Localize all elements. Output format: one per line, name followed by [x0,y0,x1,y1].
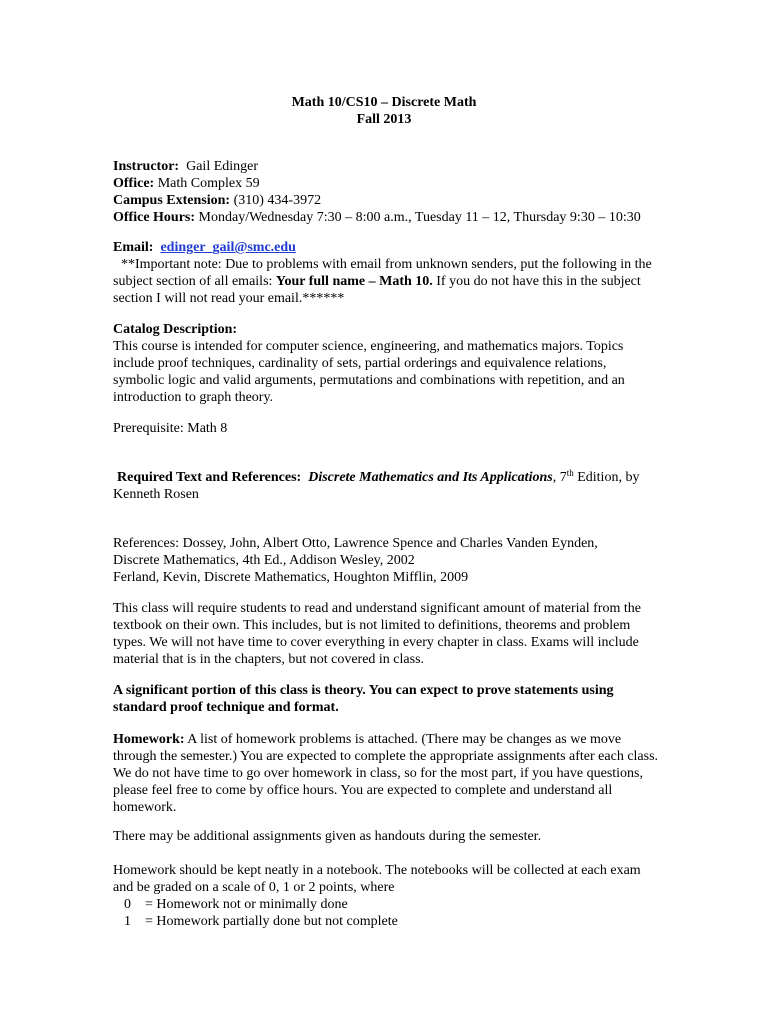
office-hours-line: Office Hours: Monday/Wednesday 7:30 – 8:00 a.m., Tuesday 11 – 12, Thursday 9:30 – 10:30 [113,210,641,225]
email-note-line-3: section I will not read your email.****** [113,291,345,306]
catalog-section [113,321,663,406]
grading-scale [124,896,674,930]
email-section [113,239,663,307]
email-line: Email: edinger_gail@smc.edu [113,240,296,255]
email-note-line-1: **Important note: Due to problems with email from unknown senders, put the following in the [121,257,652,272]
prerequisite: Prerequisite: Math 8 [113,421,228,436]
course-title: Math 10/CS10 – Discrete Math [291,95,477,110]
email-note-line-2: subject section of all emails: Your full name – Math 10. If you do not have this in the subject [113,274,641,289]
office-line: Office: Math Complex 59 [113,176,260,191]
instructor-info [113,158,663,226]
office-location: Math Complex 59 [157,176,260,191]
reading-paragraph: This class will require students to read and understand significant amount of material from the textbook on their own. This includes, but is not limited to definitions, theorems and problem types. We will not have time to cover everything in every chapter in class. Exams will include material that is in the chapters, but not covered in class. [113,601,641,667]
term-title: Fall 2013 [356,112,412,127]
reference-line: References: Dossey, John, Albert Otto, Lawrence Spence and Charles Vanden Eynden, [113,536,598,551]
additional-assignments: There may be additional assignments given as handouts during the semester. [113,829,542,844]
catalog-heading: Catalog Description: [113,322,238,337]
homework-section: Homework: A list of homework problems is attached. (There may be changes as we move through the semester.) You are expected to complete the appropriate assignments after each class. We do not have time to go over homework in class, so for the most part, if you have questions, please feel free to come by office hours. You are expected to complete and understand all homework. [113,732,659,815]
email-link[interactable]: edinger_gail@smc.edu [160,240,296,255]
catalog-line: symbolic logic and valid arguments, permutations and combinations with repetition, and an [113,373,625,388]
extension-line: Campus Extension: (310) 434-3972 [113,193,322,208]
instructor-name: Gail Edinger [186,159,259,174]
reference-line: Ferland, Kevin, Discrete Mathematics, Houghton Mifflin, 2009 [113,570,469,585]
office-hours: Monday/Wednesday 7:30 – 8:00 a.m., Tuesday 11 – 12, Thursday 9:30 – 10:30 [198,210,641,225]
references-section [113,535,663,586]
phone-number: (310) 434-3972 [233,193,322,208]
textbook-title: Discrete Mathematics and Its Applications [308,470,553,485]
reference-line: Discrete Mathematics, 4th Ed., Addison Wesley, 2002 [113,553,415,568]
catalog-line: include proof techniques, cardinality of sets, partial orderings and equivalence relations, [113,356,607,371]
list-item: 1 = Homework partially done but not complete [124,914,398,929]
notebook-paragraph: Homework should be kept neatly in a notebook. The notebooks will be collected at each exam and be graded on a scale of 0, 1 or 2 points, where [113,863,641,895]
catalog-line: introduction to graph theory. [113,390,274,405]
required-text-label: Required Text and References: [117,470,302,485]
catalog-line: This course is intended for computer science, engineering, and mathematics majors. Topics [113,339,624,354]
homework-label: Homework: [113,732,185,747]
instructor-line: Instructor: Gail Edinger [113,159,259,174]
list-item: 0 = Homework not or minimally done [124,897,348,912]
required-text: Required Text and References: Discrete Mathematics and Its Applications, 7th Edition, by [117,468,640,485]
textbook-author: Kenneth Rosen [113,487,199,502]
subject-requirement: Your full name – Math 10. [275,274,433,289]
theory-statement: A significant portion of this class is theory. You can expect to prove statements using standard proof technique and format. [113,683,614,715]
